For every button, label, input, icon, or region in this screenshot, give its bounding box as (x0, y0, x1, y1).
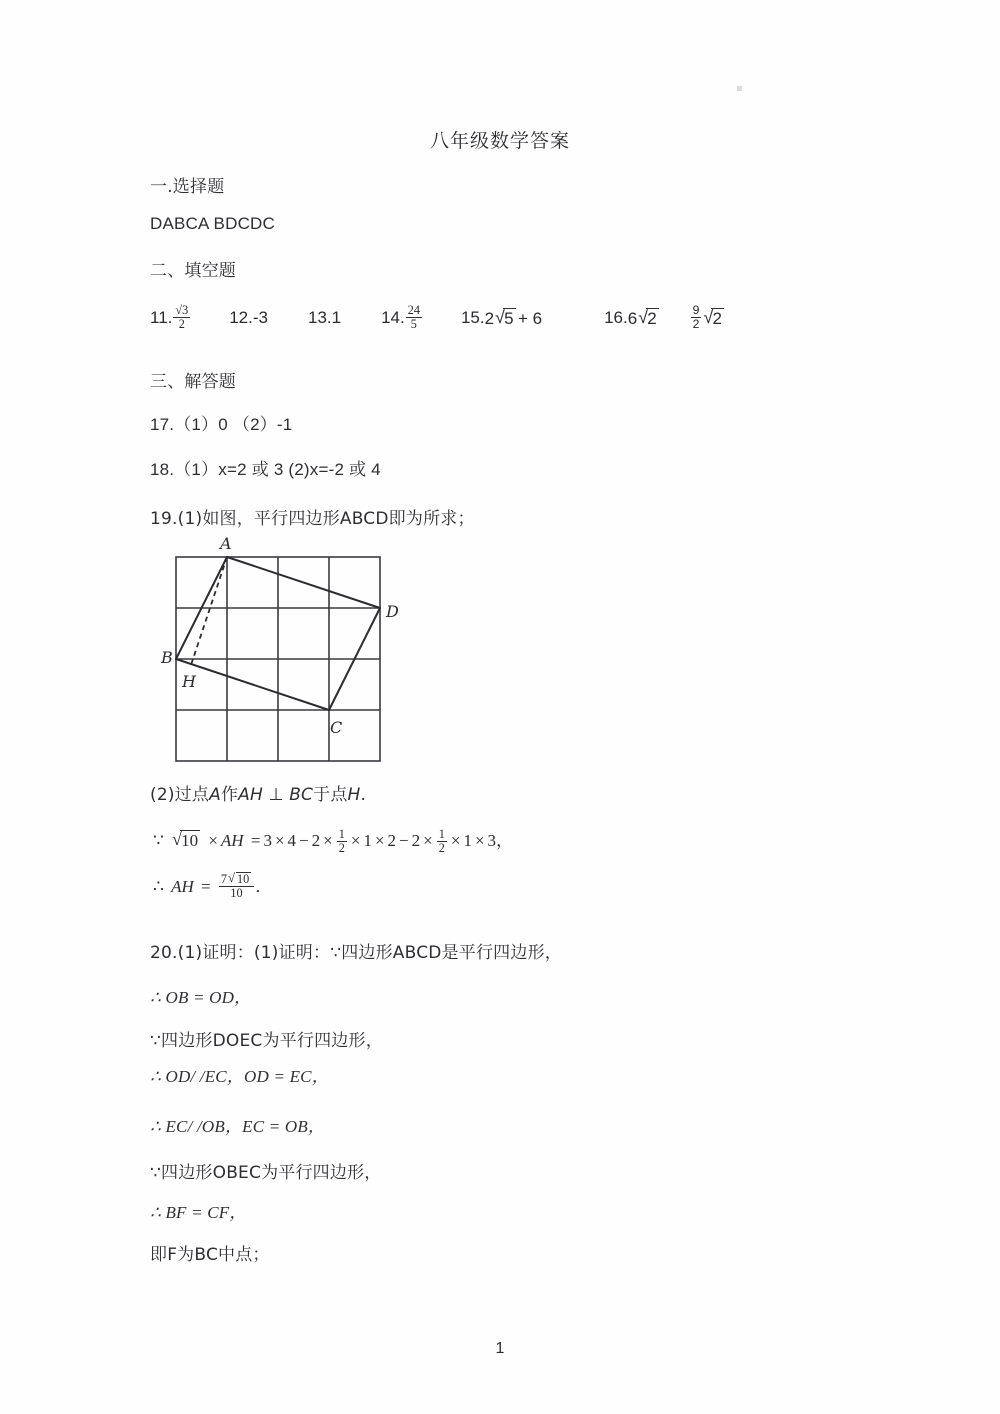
blank-value-15: 2 √ 5 + 6 (485, 308, 542, 329)
answer-20-line-8: 即F为BC中点； (150, 1245, 270, 1265)
answer-18: 18.（1）x=2 或 3 (2)x=-2 或 4 (150, 460, 381, 479)
vertex-labels (160, 535, 399, 737)
choice-answers: DABCA BDCDC (150, 214, 276, 233)
answer-20-line-4: ∴ OD/ /EC，OD = EC， (150, 1067, 329, 1086)
fraction-numerator: √3 (175, 303, 189, 317)
blank-item-extra (690, 305, 725, 332)
blank-item-11 (150, 305, 191, 332)
figure-svg (160, 535, 410, 775)
answer-20-line-1: 20.(1)证明：(1)证明：∵四边形ABCD是平行四边形， (150, 943, 562, 963)
fraction-9-2 (691, 304, 702, 331)
blank-item-13 (308, 308, 341, 328)
answer-20-line-7: ∴ BF = CF， (150, 1203, 247, 1222)
fraction-denominator: 2 (692, 316, 700, 331)
answer-19-equation-2: ∴ AH = $\frac{7 √ 10}{10}$ ． (150, 872, 272, 902)
label-D: D (386, 602, 399, 621)
section-heading-fill-blank: 二、填空题 (150, 261, 236, 281)
sqrt-icon: √ 10 (172, 830, 200, 851)
fraction-denominator: 2 (173, 317, 190, 331)
blank-label-14: 14. (381, 308, 405, 328)
fraction-numerator: 9 (692, 303, 700, 317)
blank-value-12: -3 (252, 308, 268, 328)
blank-label-11: 11. (150, 308, 173, 328)
label-C: C (330, 718, 343, 737)
fraction-11 (173, 304, 190, 331)
answer-19-part1: 19.(1)如图，平行四边形ABCD即为所求； (150, 509, 475, 529)
answer-20-line-3: ∵四边形DOEC为平行四边形， (150, 1031, 383, 1051)
sqrt-icon: √ 2 (638, 308, 658, 329)
section-heading-solve: 三、解答题 (150, 372, 236, 392)
answer-19-part2: (2)过点A作AH ⊥ BC于点H. (150, 785, 367, 805)
blank-value-16: 6 √ 2 (628, 308, 660, 329)
blank-item-14 (381, 305, 423, 332)
fraction-7root10-over-10: $\frac{7 √ 10}{10}$ (219, 872, 254, 900)
figure-parallelogram-abcd (160, 535, 410, 775)
blank-label-13: 13. (307, 308, 332, 328)
fill-blank-answers (150, 305, 725, 332)
fraction-numerator: 24 (407, 303, 420, 317)
answer-20-line-2: ∴ OB = OD， (150, 988, 252, 1007)
blank-label-16: 16. (604, 308, 628, 328)
grid-lines (176, 557, 380, 761)
label-B: B (161, 648, 173, 667)
blank-item-16 (604, 308, 660, 329)
sqrt-icon: √ 10 (228, 872, 251, 886)
fraction-14 (406, 304, 422, 331)
label-A: A (220, 535, 232, 553)
answer-19-equation-1: ∵ √ 10 × AH = 3 × 4 − 2 × $\frac{1}{2}$ × 1 × 2 − 2 × $\frac{1}{2}$ × 1 × 3， (150, 826, 513, 855)
section-heading-choice: 一.选择题 (150, 177, 225, 197)
answer-20-line-5: ∴ EC/ /OB，EC = OB， (150, 1117, 326, 1136)
answer-17: 17.（1）0 （2）-1 (150, 415, 293, 434)
page-title: 八年级数学答案 (429, 130, 570, 152)
label-H: H (182, 672, 196, 691)
blank-value-13: 1 (331, 308, 342, 328)
altitude-ah-dashed (190, 557, 227, 668)
answer-20-line-6: ∵四边形OBEC为平行四边形， (150, 1163, 382, 1183)
blank-item-15 (461, 308, 542, 329)
blank-label-15: 15. (460, 308, 485, 328)
blank-label-12: 12. (229, 308, 253, 328)
page-number: 1 (495, 1340, 505, 1357)
scan-artifact (737, 86, 742, 91)
fraction-denominator: 5 (406, 317, 422, 331)
sqrt-icon: √ 2 (703, 308, 723, 329)
sqrt-icon: √ 5 (495, 308, 515, 329)
blank-item-12 (229, 308, 268, 328)
